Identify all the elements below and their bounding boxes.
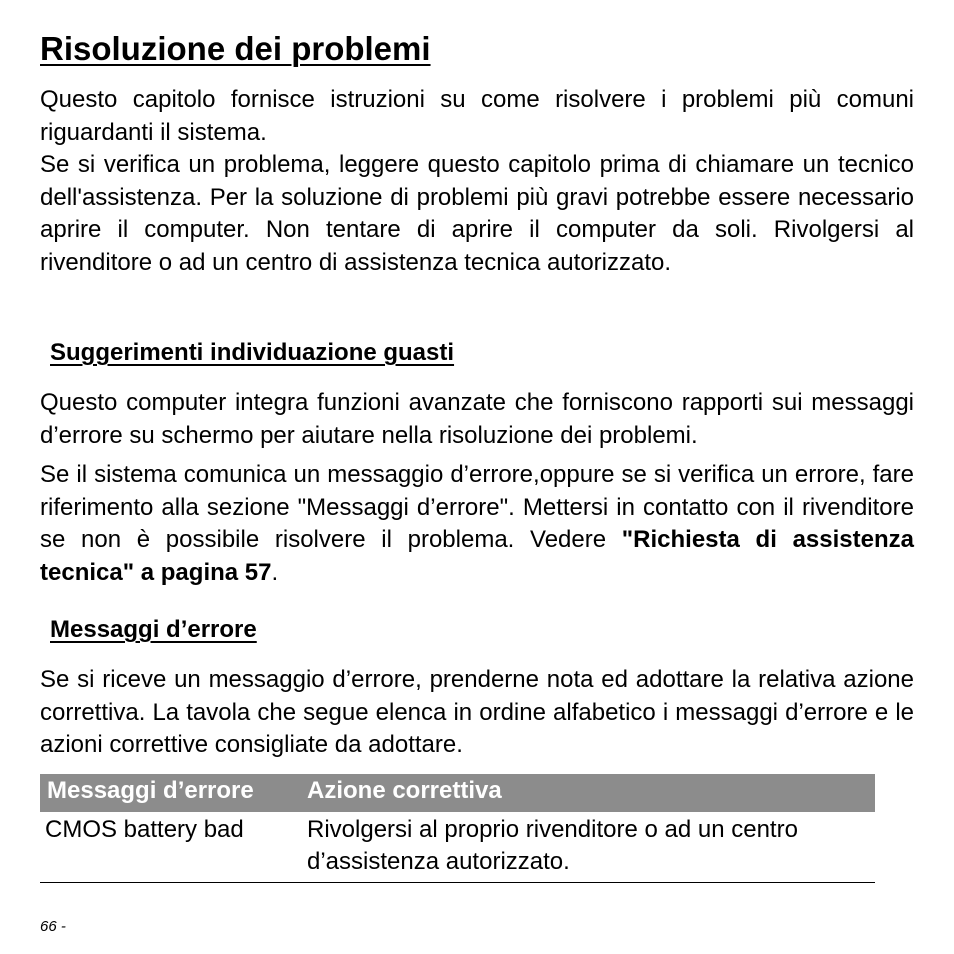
section1-paragraph-2: [40, 459, 914, 589]
table-header-error-message: Messaggi d’errore: [47, 777, 254, 804]
section1-paragraph-2-end: .: [271, 558, 279, 586]
error-messages-table: [40, 774, 875, 883]
section1-paragraph-2-text: Se il sistema comunica un messaggio d’errore,oppure se si verifica un errore, fare riferimento alla sezione "Messaggi d’errore". Mettersi in contatto con il rivenditore se non è possibile risolvere il problema. Vedere: [40, 461, 914, 553]
intro-paragraph-2: Se si verifica un problema, leggere questo capitolo prima di chiamare un tecnico dell'assistenza. Per la soluzione di problemi più gravi potrebbe essere necessario aprire il computer. Non tentare di aprire il computer da soli. Rivolgersi al rivenditore o ad un centro di assistenza tecnica autorizzato.: [40, 151, 914, 276]
table-row: [40, 812, 875, 883]
technical-assistance-reference-link[interactable]: "Richiesta di assistenza tecnica" a pagina 57: [40, 526, 914, 586]
table-header-row: [40, 774, 875, 812]
table-header-corrective-action: Azione correttiva: [307, 777, 502, 804]
section2-paragraph-1: Se si riceve un messaggio d’errore, prenderne nota ed adottare la relativa azione correttiva. La tavola che segue elenca in ordine alfabetico i messaggi d’errore e le azioni correttive consigliate da adottare.: [40, 666, 914, 758]
table-cell-error-message: CMOS battery bad: [45, 816, 244, 843]
table-cell-corrective-action: Rivolgersi al proprio rivenditore o ad un centro d’assistenza autorizzato.: [307, 816, 798, 875]
section-heading-troubleshooting-tips: Suggerimenti individuazione guasti: [50, 339, 455, 366]
section-heading-error-messages: Messaggi d’errore: [50, 616, 257, 643]
section1-paragraph-1: Questo computer integra funzioni avanzate che forniscono rapporti sui messaggi d’errore su schermo per aiutare nella risoluzione dei problemi.: [40, 389, 914, 449]
page-number: 66 -: [40, 918, 66, 935]
intro-paragraph-1: Questo capitolo fornisce istruzioni su come risolvere i problemi più comuni riguardanti il sistema.: [40, 86, 914, 146]
page-title: Risoluzione dei problemi: [40, 30, 431, 67]
